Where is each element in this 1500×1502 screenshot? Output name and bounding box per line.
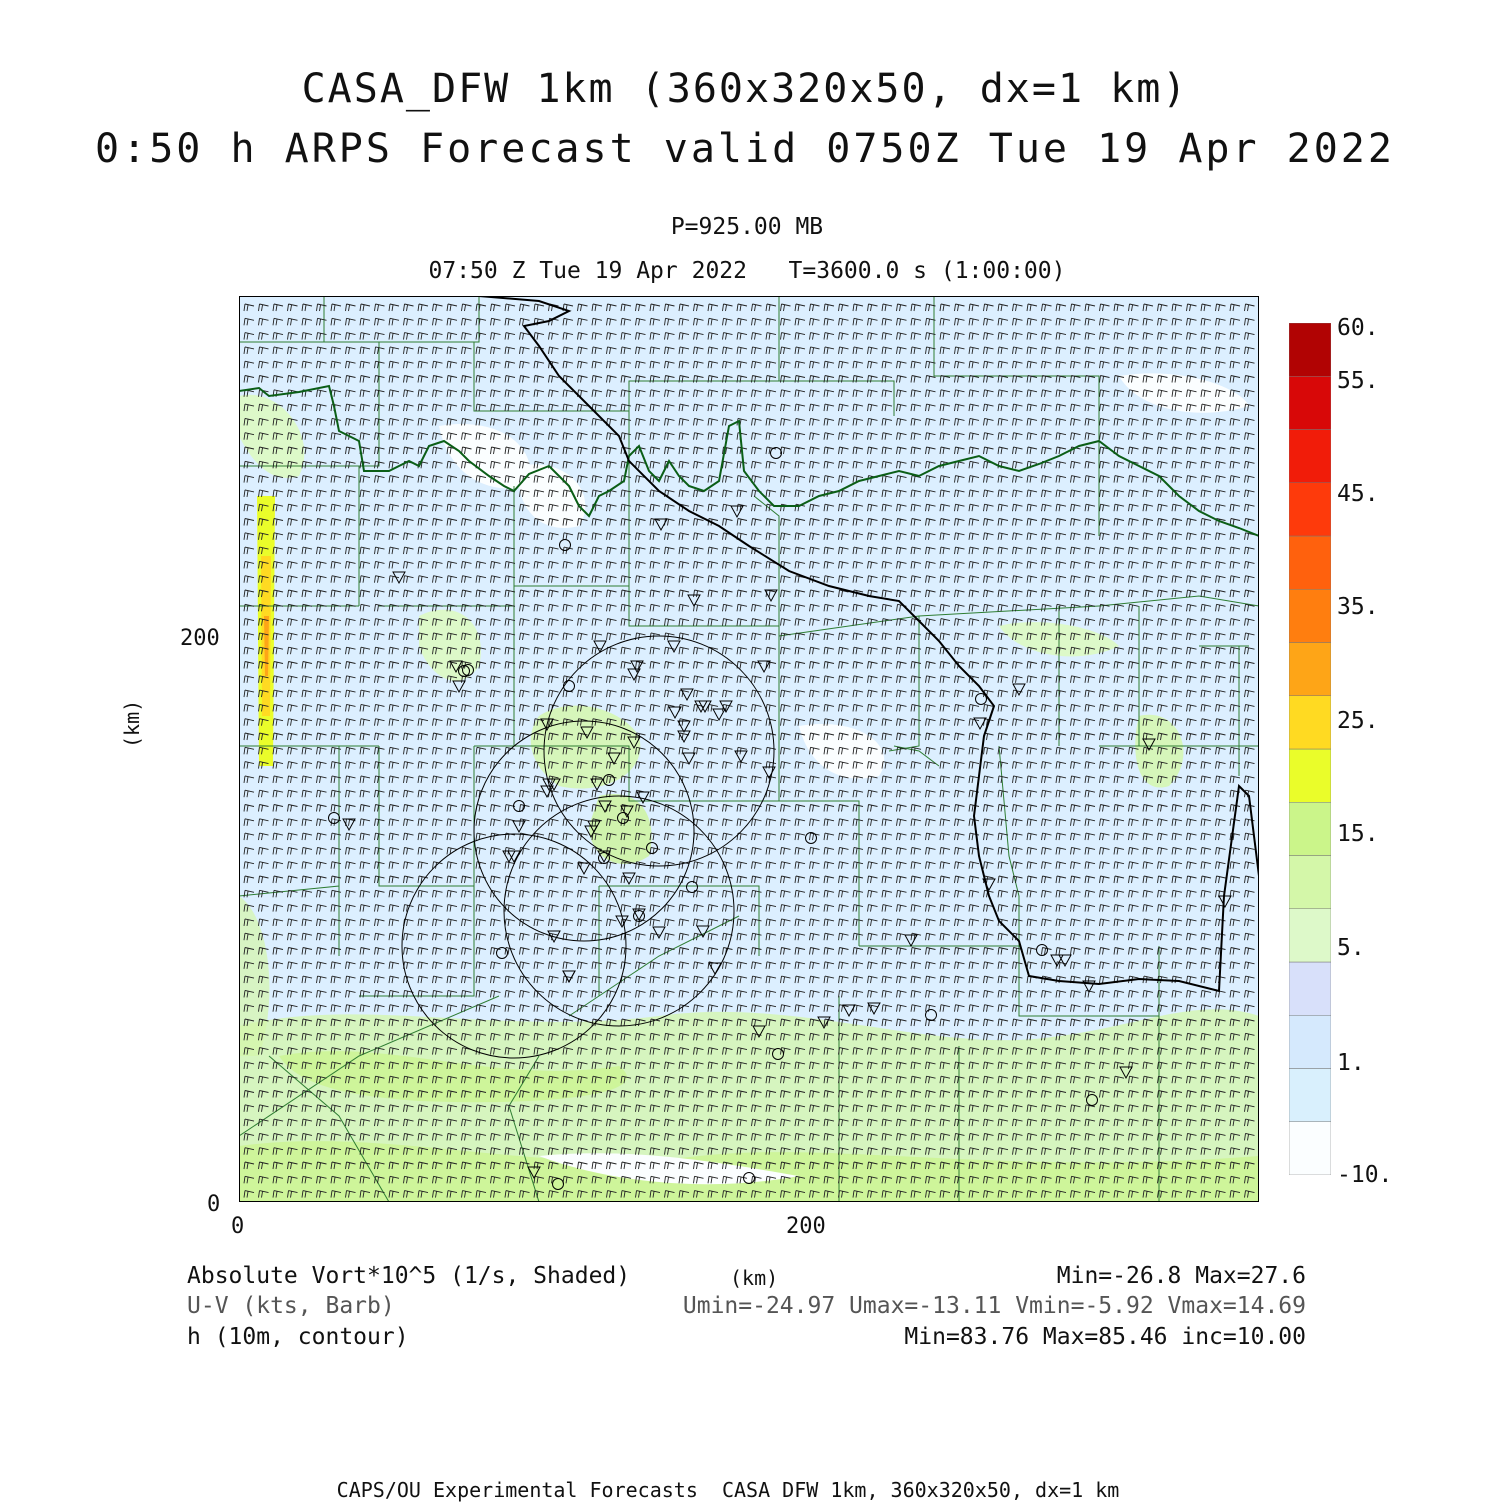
colorbar-swatch <box>1289 749 1331 802</box>
colorbar-label-25: 25. <box>1337 708 1379 734</box>
colorbar-swatch <box>1289 323 1331 376</box>
chart-title-line1: CASA_DFW 1km (360x320x50, dx=1 km) <box>301 66 1189 112</box>
colorbar-swatch <box>1289 536 1331 589</box>
chart-title-line2: 0:50 h ARPS Forecast valid 0750Z Tue 19 Apr 2022 <box>95 126 1395 172</box>
colorbar-label-35: 35. <box>1337 594 1379 620</box>
colorbar-label-1: 1. <box>1337 1050 1365 1076</box>
colorbar-swatch <box>1289 802 1331 855</box>
y-tick-0: 0 <box>207 1192 221 1217</box>
colorbar-swatch <box>1289 696 1331 749</box>
valid-time: 07:50 Z Tue 19 Apr 2022 T=3600.0 s (1:00:00) <box>428 258 1066 284</box>
legend-vorticity: Absolute Vort*10^5 (1/s, Shaded) <box>187 1263 631 1289</box>
colorbar-swatch <box>1289 589 1331 642</box>
colorbar-swatch <box>1289 962 1331 1015</box>
y-axis-label: (km) <box>120 699 144 748</box>
colorbar-swatch <box>1289 483 1331 536</box>
colorbar-swatch <box>1289 430 1331 483</box>
colorbar-swatch <box>1289 1015 1331 1068</box>
legend-wind: U-V (kts, Barb) <box>187 1293 395 1319</box>
x-tick-0: 0 <box>231 1214 245 1239</box>
colorbar-swatch <box>1289 643 1331 696</box>
colorbar-label-45: 45. <box>1337 481 1379 507</box>
colorbar-swatch <box>1289 1069 1331 1122</box>
colorbar-label-55: 55. <box>1337 368 1379 394</box>
x-tick-200: 200 <box>786 1214 826 1239</box>
colorbar-label-5: 5. <box>1337 935 1365 961</box>
colorbar-label-15: 15. <box>1337 821 1379 847</box>
legend-vorticity-range: Min=-26.8 Max=27.6 <box>1056 1263 1306 1289</box>
legend-height-range: Min=83.76 Max=85.46 inc=10.00 <box>904 1324 1306 1350</box>
colorbar-label-60: 60. <box>1337 315 1379 341</box>
legend-height: h (10m, contour) <box>187 1324 409 1350</box>
legend-wind-range: Umin=-24.97 Umax=-13.11 Vmin=-5.92 Vmax=14.69 <box>682 1293 1306 1319</box>
colorbar-swatch <box>1289 909 1331 962</box>
colorbar-label-minus10: -10. <box>1337 1162 1393 1188</box>
y-tick-200: 200 <box>180 626 220 651</box>
colorbar-swatch <box>1289 376 1331 429</box>
x-axis-label: (km) <box>730 1266 779 1290</box>
colorbar-swatch <box>1289 856 1331 909</box>
footer-credit: CAPS/OU Experimental Forecasts CASA DFW 1km, 360x320x50, dx=1 km <box>336 1478 1120 1502</box>
pressure-level: P=925.00 MB <box>670 214 824 240</box>
map-canvas <box>239 296 1259 1202</box>
map-plot <box>239 296 1259 1202</box>
colorbar-swatch <box>1289 1122 1331 1175</box>
colorbar <box>1289 323 1331 1175</box>
